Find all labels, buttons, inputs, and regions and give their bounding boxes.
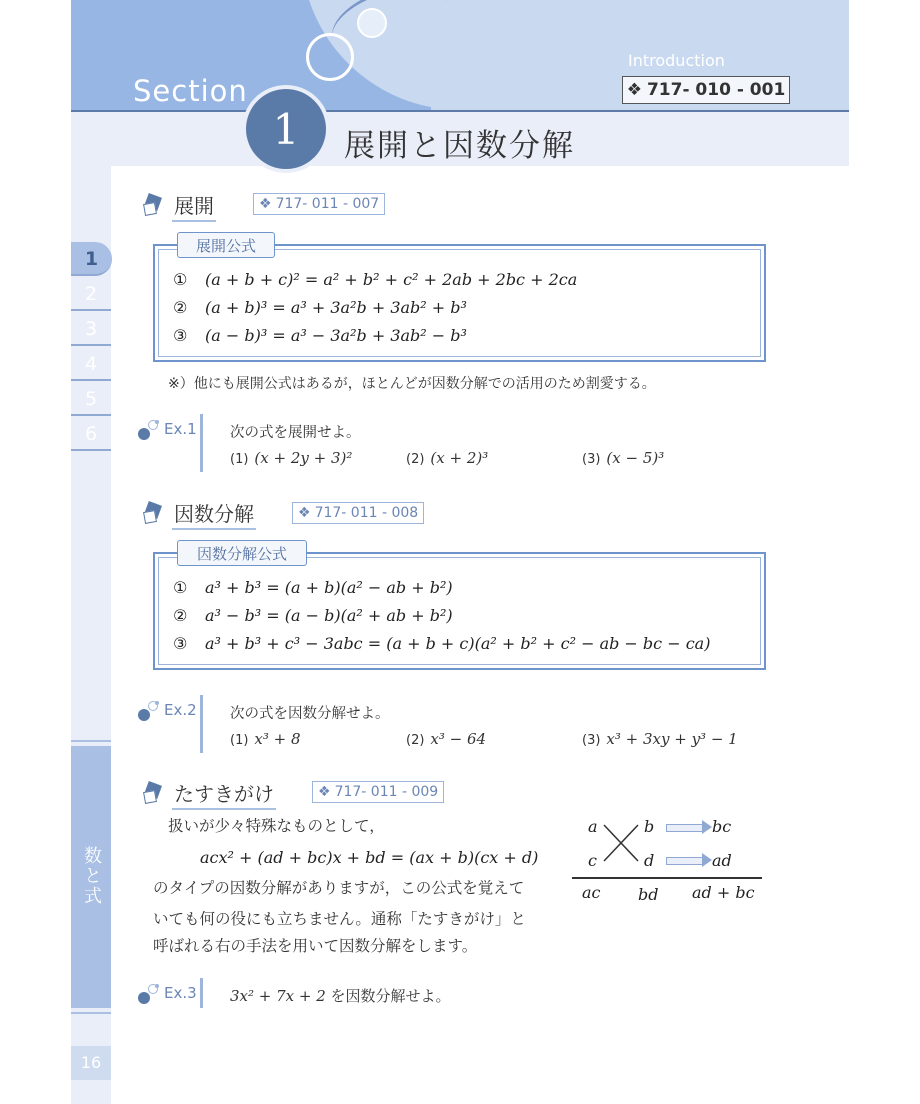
page-number: 16	[71, 1046, 111, 1080]
expansion-code: ❖ 717- 011 - 007	[253, 193, 385, 215]
formula-row: ① a³ + b³ = (a + b)(a² − ab + b²)	[173, 578, 453, 597]
sidebar-rule	[71, 1006, 111, 1014]
expansion-formula-box	[153, 244, 766, 362]
example-dots-icon	[138, 701, 160, 723]
chapter-title: 展開と因数分解	[344, 128, 575, 164]
tasuki-ac: ac	[582, 883, 601, 902]
formula-row: ③ (a − b)³ = a³ − 3a²b + 3ab² − b³	[173, 326, 467, 345]
tasukigake-line-4: 呼ばれる右の手法を用いて因数分解をします。	[153, 937, 478, 955]
sidebar-tab-3[interactable]: 3	[71, 312, 111, 346]
example-label: Ex.2	[164, 701, 197, 719]
expansion-heading	[144, 190, 216, 222]
example-bar	[200, 695, 203, 753]
code-diamond-icon: ❖	[298, 505, 311, 521]
tasuki-sum: ad + bc	[692, 883, 755, 902]
example-item: (2) x³ − 64	[406, 730, 487, 748]
tasukigake-equation: acx² + (ad + bc)x + bd = (ax + b)(cx + d)	[200, 848, 539, 867]
example-label: Ex.1	[164, 420, 197, 438]
decorative-ring	[306, 33, 354, 81]
sidebar-tab-4[interactable]: 4	[71, 347, 111, 381]
example-item: (1) x³ + 8	[230, 730, 301, 748]
tasuki-bd: bd	[638, 885, 659, 904]
section-cube-icon	[144, 503, 166, 525]
arrow-right-icon	[666, 857, 702, 865]
sidebar-tab-5[interactable]: 5	[71, 382, 111, 416]
arrow-right-icon	[666, 824, 702, 832]
tasuki-cross	[602, 823, 640, 863]
section-code: 717- 010 - 001	[646, 80, 786, 100]
code-diamond-icon: ❖	[259, 196, 272, 212]
code-diamond-icon: ❖	[318, 784, 331, 800]
tasuki-rule	[572, 877, 762, 879]
tasukigake-diagram	[572, 813, 762, 913]
sidebar-chapter-label: 数と式	[81, 846, 102, 906]
example-3	[138, 978, 758, 1010]
introduction-label: Introduction	[628, 51, 725, 70]
formula-row: ② (a + b)³ = a³ + 3a²b + 3ab² + b³	[173, 298, 467, 317]
example-2	[138, 695, 758, 755]
factoring-heading	[144, 498, 256, 530]
expansion-title: 展開	[172, 190, 216, 222]
sidebar-tab-2[interactable]: 2	[71, 277, 111, 311]
factoring-title: 因数分解	[172, 498, 256, 530]
tasuki-c: c	[588, 851, 597, 870]
example-item: (1) (x + 2y + 3)²	[230, 449, 353, 467]
example-question: 3x² + 7x + 2 を因数分解せよ。	[230, 987, 451, 1005]
tasuki-bc: bc	[712, 817, 732, 836]
example-bar	[200, 414, 203, 472]
example-question: 次の式を展開せよ。	[230, 425, 361, 441]
sidebar-tab-6[interactable]: 6	[71, 417, 111, 451]
example-bar	[200, 978, 203, 1008]
tasuki-b: b	[644, 817, 655, 836]
chapter-number-badge: 1	[246, 89, 326, 169]
expansion-box-label: 展開公式	[177, 232, 275, 258]
tasukigake-line-1: 扱いが少々特殊なものとして，	[168, 817, 385, 835]
section-code-box	[622, 76, 790, 104]
example-dots-icon	[138, 984, 160, 1006]
code-diamond-icon: ❖	[626, 80, 642, 100]
example-dots-icon	[138, 420, 160, 442]
example-1	[138, 414, 758, 474]
tasukigake-heading	[144, 778, 276, 810]
example-question: 次の式を因数分解せよ。	[230, 706, 390, 722]
example-item: (2) (x + 2)³	[406, 449, 489, 467]
decorative-dot	[357, 8, 387, 38]
example-item: (3) (x − 5)³	[582, 449, 665, 467]
tasuki-a: a	[588, 817, 598, 836]
tasuki-d: d	[644, 851, 655, 870]
section-word: Section	[133, 74, 248, 108]
section-cube-icon	[144, 783, 166, 805]
expansion-note: ※）他にも展開公式はあるが，ほとんどが因数分解での活用のため割愛する。	[168, 376, 656, 392]
tasukigake-line-2: のタイプの因数分解がありますが，この公式を覚えて	[153, 879, 525, 897]
factoring-code: ❖ 717- 011 - 008	[292, 502, 424, 524]
tasukigake-code: ❖ 717- 011 - 009	[312, 781, 444, 803]
tasukigake-title: たすきがけ	[172, 778, 276, 810]
section-cube-icon	[144, 195, 166, 217]
example-item: (3) x³ + 3xy + y³ − 1	[582, 730, 738, 748]
formula-row: ① (a + b + c)² = a² + b² + c² + 2ab + 2bc + 2ca	[173, 270, 578, 289]
factoring-formula-box	[153, 552, 766, 670]
tasukigake-line-3: いても何の役にも立ちません。通称「たすきがけ」と	[153, 910, 526, 928]
sidebar-tab-1[interactable]: 1	[71, 242, 112, 276]
sidebar-rule	[71, 740, 111, 748]
factoring-box-label: 因数分解公式	[177, 540, 307, 566]
formula-row: ② a³ − b³ = (a − b)(a² + ab + b²)	[173, 606, 453, 625]
formula-row: ③ a³ + b³ + c³ − 3abc = (a + b + c)(a² + b² + c² − ab − bc − ca)	[173, 634, 711, 653]
example-label: Ex.3	[164, 984, 197, 1002]
tasuki-ad: ad	[712, 851, 732, 870]
